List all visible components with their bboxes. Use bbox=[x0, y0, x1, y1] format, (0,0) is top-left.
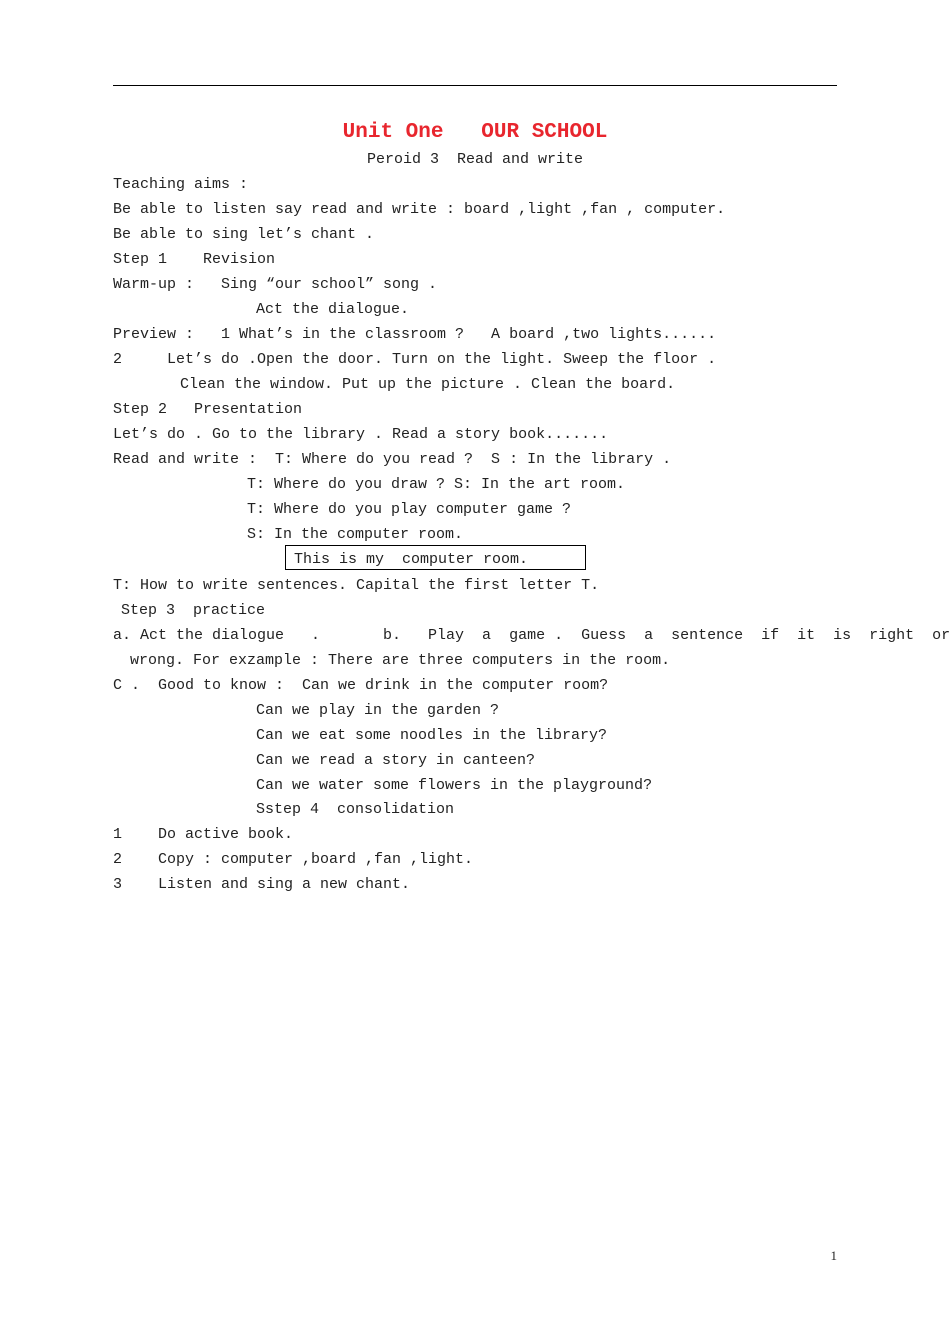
text-line: Be able to listen say read and write : board ,light ,fan , computer. bbox=[113, 201, 726, 218]
text-line: Can we eat some noodles in the library? bbox=[256, 727, 608, 744]
text-line: T: Where do you draw ? S: In the art room. bbox=[247, 476, 626, 493]
text-line: Step 1 Revision bbox=[113, 251, 276, 268]
page-title: Unit One OUR SCHOOL bbox=[342, 121, 608, 144]
text-line: 1 Do active book. bbox=[113, 826, 294, 843]
text-line: 2 Let’s do .Open the door. Turn on the light. Sweep the floor . bbox=[113, 351, 717, 368]
text-line: 2 Copy : computer ,board ,fan ,light. bbox=[113, 851, 474, 868]
text-line: Teaching aims : bbox=[113, 176, 249, 193]
page-number: 1 bbox=[830, 1248, 837, 1263]
text-line: Can we water some flowers in the playground? bbox=[256, 777, 653, 794]
text-line: Step 2 Presentation bbox=[113, 401, 303, 418]
text-line: Read and write : T: Where do you read ? S : In the library . bbox=[113, 451, 672, 468]
text-line: Let’s do . Go to the library . Read a story book....... bbox=[113, 426, 609, 443]
page-subtitle: Peroid 3 Read and write bbox=[366, 151, 584, 168]
text-line: S: In the computer room. bbox=[247, 526, 464, 543]
header-rule bbox=[113, 85, 837, 86]
text-line: Can we read a story in canteen? bbox=[256, 752, 536, 769]
text-line: Act the dialogue. bbox=[256, 301, 410, 318]
text-line: T: How to write sentences. Capital the first letter T. bbox=[113, 577, 600, 594]
text-line: Sstep 4 consolidation bbox=[256, 801, 455, 818]
text-line: T: Where do you play computer game ? bbox=[247, 501, 572, 518]
text-line: Warm-up : Sing “our school” song . bbox=[113, 276, 438, 293]
text-line: wrong. For exzample : There are three computers in the room. bbox=[130, 652, 671, 669]
text-line: a. Act the dialogue . b. Play a game . Guess a sentence if it is right or bbox=[113, 627, 950, 644]
text-line: Preview : 1 What’s in the classroom ? A board ,two lights...... bbox=[113, 326, 717, 343]
boxed-sentence: This is my computer room. bbox=[294, 551, 529, 568]
text-line: Step 3 practice bbox=[121, 602, 266, 619]
text-line: Clean the window. Put up the picture . Clean the board. bbox=[180, 376, 676, 393]
text-line: 3 Listen and sing a new chant. bbox=[113, 876, 411, 893]
text-line: C . Good to know : Can we drink in the computer room? bbox=[113, 677, 609, 694]
text-line: Can we play in the garden ? bbox=[256, 702, 500, 719]
text-line: Be able to sing let’s chant . bbox=[113, 226, 375, 243]
